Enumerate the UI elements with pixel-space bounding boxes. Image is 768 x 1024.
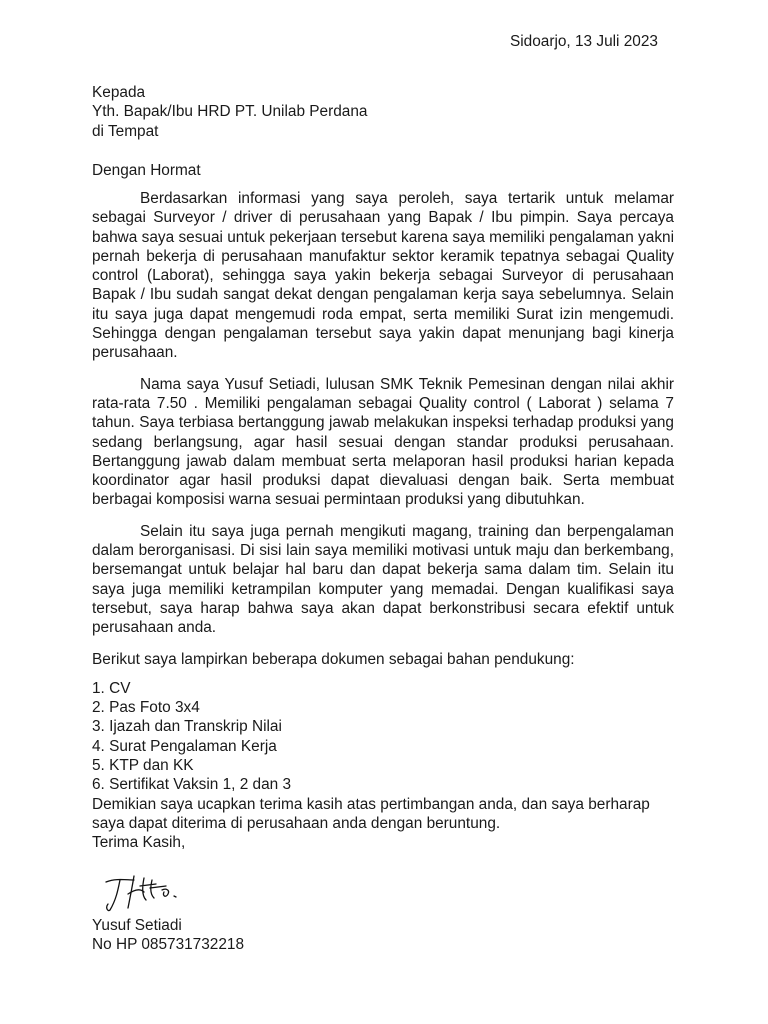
attachments-list xyxy=(92,679,674,795)
closing-line-1: Demikian saya ucapkan terima kasih atas pertimbangan anda, dan saya berharap xyxy=(92,795,650,813)
attachment-item-diploma: 3. Ijazah dan Transkrip Nilai xyxy=(92,718,282,736)
recipient-address xyxy=(92,83,674,141)
recipient-line-kepada: Kepada xyxy=(92,84,146,101)
body-paragraph-2: Nama saya Yusuf Setiadi, lulusan SMK Teknik Pemesinan dengan nilai akhir rata-rata 7.50 . Memiliki pengalaman sebagai Quality control ( Laborat ) selama 7 tahun. Saya terbiasa bertanggung jawab melakukan inspeksi terhadap produksi yang sedang berlangsung, agar hasil sesuai dengan standar produksi perusahaan. Bertanggung jawab dalam membuat serta melaporan hasil produksi harian kepada koordinator agar hasil produksi dapat dievaluasi dengan baik. Serta membuat berbagai komposisi warna sesuai permintaan produksi yang dibutuhkan. xyxy=(92,375,674,509)
signer-phone: No HP 085731732218 xyxy=(92,936,245,954)
place-date: Sidoarjo, 13 Juli 2023 xyxy=(509,33,658,50)
handwritten-signature xyxy=(100,868,190,916)
attachment-item-vaccine: 6. Sertifikat Vaksin 1, 2 dan 3 xyxy=(92,776,292,794)
thanks-line: Terima Kasih, xyxy=(92,834,186,852)
attachment-item-work-letter: 4. Surat Pengalaman Kerja xyxy=(92,737,277,755)
greeting: Dengan Hormat xyxy=(92,162,201,179)
attachment-item-cv: 1. CV xyxy=(92,679,131,697)
attachment-item-id-card: 5. KTP dan KK xyxy=(92,757,194,775)
body-paragraph-3: Selain itu saya juga pernah mengikuti magang, training dan berpengalaman dalam berorganisasi. Di sisi lain saya memiliki motivasi untuk maju dan berkembang, bersemangat untuk belajar hal baru dan dapat bekerja sama dalam tim. Selain itu saya juga memiliki ketrampilan komputer yang memadai. Dengan kualifikasi saya tersebut, saya harap bahwa saya akan dapat berkonstribusi secara efektif untuk perusahaan anda. xyxy=(92,522,674,637)
attachments-intro: Berikut saya lampirkan beberapa dokumen sebagai bahan pendukung: xyxy=(92,650,575,668)
letter-body xyxy=(92,189,674,853)
recipient-line-place: di Tempat xyxy=(92,122,159,140)
signer-block xyxy=(92,916,244,955)
attachment-item-photo: 2. Pas Foto 3x4 xyxy=(92,699,200,717)
closing-line-2: saya dapat diterima di perusahaan anda dengan beruntung. xyxy=(92,814,501,832)
signer-name: Yusuf Setiadi xyxy=(92,917,182,934)
body-paragraph-1: Berdasarkan informasi yang saya peroleh, saya tertarik untuk melamar sebagai Surveyor / driver di perusahaan yang Bapak / Ibu pimpin. Saya percaya bahwa saya sesuai untuk pekerjaan tersebut karena saya memiliki pengalaman yakni pernah bekerja di perusahaan manufaktur sektor keramik tepatnya sebagai Quality control (Laborat), sehingga saya yakin bekerja sebagai Surveyor di perusahaan Bapak / Ibu sudah sangat dekat dengan pengalaman kerja saya sebelumnya. Selain itu saya juga dapat mengemudi roda empat, serta memiliki Surat izin mengemudi. Sehingga dengan pengalaman tersebut saya yakin dapat menunjang bagi kinerja perusahaan. xyxy=(92,190,674,362)
recipient-line-company: Yth. Bapak/Ibu HRD PT. Unilab Perdana xyxy=(92,103,368,121)
